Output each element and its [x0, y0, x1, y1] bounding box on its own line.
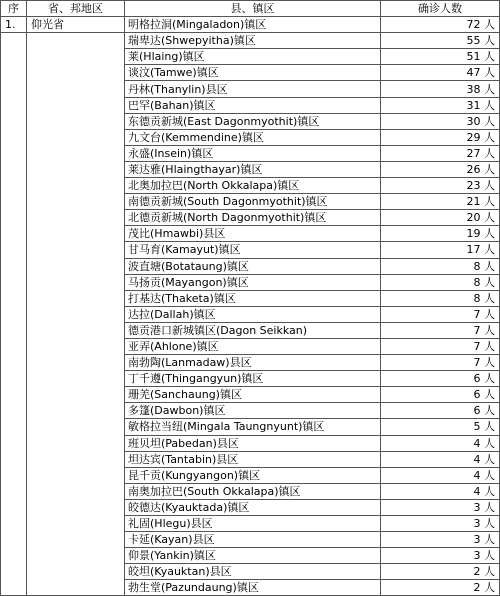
- row-count: 21 人: [381, 194, 500, 210]
- table-row: [1, 49, 500, 65]
- header-row: [1, 1, 500, 17]
- row-district: 南奥加拉巴(South Okkalapa)镇区: [125, 483, 381, 499]
- row-district: 班贝坦(Pabedan)县区: [125, 435, 381, 451]
- row-province: [27, 242, 125, 258]
- table-row: [1, 290, 500, 306]
- header-index: 序: [1, 1, 27, 17]
- row-province: [27, 49, 125, 65]
- table-row: [1, 97, 500, 113]
- table-row: [1, 242, 500, 258]
- row-index: [1, 387, 27, 403]
- table-row: [1, 483, 500, 499]
- row-index: [1, 81, 27, 97]
- table-row: [1, 499, 500, 515]
- row-count: 23 人: [381, 178, 500, 194]
- row-index: [1, 403, 27, 419]
- row-province: [27, 210, 125, 226]
- table-row: [1, 17, 500, 33]
- row-count: 30 人: [381, 113, 500, 129]
- row-district: 甘马育(Kamayut)镇区: [125, 242, 381, 258]
- row-index: [1, 242, 27, 258]
- row-index: [1, 226, 27, 242]
- row-district: 瑞卑达(Shwepyitha)镇区: [125, 33, 381, 49]
- row-count: 20 人: [381, 210, 500, 226]
- table-row: [1, 371, 500, 387]
- row-index: [1, 290, 27, 306]
- table-row: [1, 516, 500, 532]
- row-province: [27, 403, 125, 419]
- row-index: [1, 113, 27, 129]
- header-district: 县、镇区: [125, 1, 381, 17]
- row-district: 坦达宾(Tantabin)县区: [125, 451, 381, 467]
- row-province: [27, 97, 125, 113]
- row-province: [27, 274, 125, 290]
- row-count: 17 人: [381, 242, 500, 258]
- table-row: [1, 226, 500, 242]
- row-district: 卡延(Kayan)县区: [125, 532, 381, 548]
- row-index: [1, 355, 27, 371]
- row-index: [1, 258, 27, 274]
- row-index: [1, 210, 27, 226]
- row-count: 26 人: [381, 161, 500, 177]
- row-count: 5 人: [381, 419, 500, 435]
- header-count: 确诊人数: [381, 1, 500, 17]
- row-count: 3 人: [381, 516, 500, 532]
- table-row: [1, 306, 500, 322]
- row-province: [27, 580, 125, 596]
- row-index: [1, 419, 27, 435]
- row-index: [1, 467, 27, 483]
- table-row: [1, 178, 500, 194]
- row-index: [1, 161, 27, 177]
- row-count: 8 人: [381, 274, 500, 290]
- row-count: 4 人: [381, 483, 500, 499]
- table-row: [1, 113, 500, 129]
- table-row: [1, 129, 500, 145]
- table-row: [1, 548, 500, 564]
- table-row: [1, 419, 500, 435]
- row-district: 茂比(Hmawbi)县区: [125, 226, 381, 242]
- table-row: [1, 210, 500, 226]
- table-row: [1, 258, 500, 274]
- row-district: 九文台(Kemmendine)镇区: [125, 129, 381, 145]
- row-index: [1, 580, 27, 596]
- row-province: [27, 516, 125, 532]
- row-district: 仰景(Yankin)镇区: [125, 548, 381, 564]
- row-province: [27, 226, 125, 242]
- row-district: 敏格拉当纽(Mingala Taungnyunt)镇区: [125, 419, 381, 435]
- row-district: 打基达(Thaketa)镇区: [125, 290, 381, 306]
- row-count: 8 人: [381, 290, 500, 306]
- row-count: 7 人: [381, 355, 500, 371]
- row-district: 莱达雅(Hlaingthayar)镇区: [125, 161, 381, 177]
- row-index: [1, 483, 27, 499]
- row-province: [27, 194, 125, 210]
- row-province: [27, 290, 125, 306]
- row-count: 3 人: [381, 499, 500, 515]
- row-province: [27, 322, 125, 338]
- row-index: [1, 129, 27, 145]
- table-row: [1, 145, 500, 161]
- row-index: [1, 532, 27, 548]
- row-province: [27, 113, 125, 129]
- row-district: 达拉(Dallah)镇区: [125, 306, 381, 322]
- row-count: 38 人: [381, 81, 500, 97]
- row-count: 4 人: [381, 435, 500, 451]
- table-row: [1, 580, 500, 596]
- row-district: 礼固(Hlegu)县区: [125, 516, 381, 532]
- table-row: [1, 467, 500, 483]
- row-province: [27, 483, 125, 499]
- row-province: 仰光省: [27, 17, 125, 33]
- row-province: [27, 371, 125, 387]
- row-count: 7 人: [381, 306, 500, 322]
- row-count: 27 人: [381, 145, 500, 161]
- row-count: 55 人: [381, 33, 500, 49]
- row-province: [27, 435, 125, 451]
- row-province: [27, 387, 125, 403]
- row-district: 珊羌(Sanchaung)镇区: [125, 387, 381, 403]
- row-district: 勃生堂(Pazundaung)镇区: [125, 580, 381, 596]
- row-province: [27, 178, 125, 194]
- table-row: [1, 435, 500, 451]
- row-province: [27, 419, 125, 435]
- table-row: [1, 194, 500, 210]
- row-district: 皎坦(Kyauktan)县区: [125, 564, 381, 580]
- row-district: 明格拉洞(Mingaladon)镇区: [125, 17, 381, 33]
- table-row: [1, 274, 500, 290]
- row-count: 6 人: [381, 403, 500, 419]
- row-index: [1, 516, 27, 532]
- row-count: 7 人: [381, 338, 500, 354]
- table-row: [1, 403, 500, 419]
- row-province: [27, 355, 125, 371]
- row-province: [27, 33, 125, 49]
- row-count: 7 人: [381, 322, 500, 338]
- row-province: [27, 467, 125, 483]
- row-count: 29 人: [381, 129, 500, 145]
- row-index: [1, 97, 27, 113]
- row-count: 2 人: [381, 580, 500, 596]
- row-index: [1, 435, 27, 451]
- row-count: 3 人: [381, 532, 500, 548]
- row-district: 东德贡新城(East Dagonmyothit)镇区: [125, 113, 381, 129]
- row-district: 皎德达(Kyauktada)镇区: [125, 499, 381, 515]
- table-row: [1, 532, 500, 548]
- row-district: 永盛(Insein)镇区: [125, 145, 381, 161]
- row-index: 1.: [1, 17, 27, 33]
- row-count: 2 人: [381, 564, 500, 580]
- row-index: [1, 194, 27, 210]
- row-count: 47 人: [381, 65, 500, 81]
- row-count: 4 人: [381, 467, 500, 483]
- row-province: [27, 129, 125, 145]
- row-district: 昆千贡(Kungyangon)镇区: [125, 467, 381, 483]
- row-index: [1, 306, 27, 322]
- row-count: 4 人: [381, 451, 500, 467]
- row-province: [27, 258, 125, 274]
- row-province: [27, 451, 125, 467]
- row-district: 北奥加拉巴(North Okkalapa)镇区: [125, 178, 381, 194]
- row-district: 谈汶(Tamwe)镇区: [125, 65, 381, 81]
- row-district: 莱(Hlaing)镇区: [125, 49, 381, 65]
- row-index: [1, 548, 27, 564]
- row-province: [27, 145, 125, 161]
- row-index: [1, 65, 27, 81]
- table-row: [1, 451, 500, 467]
- table-row: [1, 81, 500, 97]
- row-district: 南德贡新城(South Dagonmyothit)镇区: [125, 194, 381, 210]
- row-index: [1, 178, 27, 194]
- row-count: 6 人: [381, 371, 500, 387]
- row-index: [1, 451, 27, 467]
- table-row: [1, 33, 500, 49]
- row-province: [27, 81, 125, 97]
- row-index: [1, 371, 27, 387]
- row-count: 51 人: [381, 49, 500, 65]
- row-count: 6 人: [381, 387, 500, 403]
- row-count: 8 人: [381, 258, 500, 274]
- row-count: 19 人: [381, 226, 500, 242]
- row-district: 巴罕(Bahan)镇区: [125, 97, 381, 113]
- table-row: [1, 65, 500, 81]
- row-province: [27, 499, 125, 515]
- row-index: [1, 49, 27, 65]
- row-district: 亚弄(Ahlone)镇区: [125, 338, 381, 354]
- row-index: [1, 145, 27, 161]
- row-index: [1, 274, 27, 290]
- row-province: [27, 338, 125, 354]
- row-province: [27, 161, 125, 177]
- row-province: [27, 65, 125, 81]
- row-district: 马扬贡(Mayangon)镇区: [125, 274, 381, 290]
- row-district: 德贡港口新城镇区(Dagon Seikkan): [125, 322, 381, 338]
- row-province: [27, 548, 125, 564]
- row-index: [1, 33, 27, 49]
- row-province: [27, 306, 125, 322]
- row-count: 72 人: [381, 17, 500, 33]
- row-index: [1, 564, 27, 580]
- row-index: [1, 338, 27, 354]
- table-row: [1, 387, 500, 403]
- row-index: [1, 499, 27, 515]
- header-province: 省、邦地区: [27, 1, 125, 17]
- row-district: 丹林(Thanylin)县区: [125, 81, 381, 97]
- row-province: [27, 532, 125, 548]
- row-district: 丁千遵(Thingangyun)镇区: [125, 371, 381, 387]
- row-count: 31 人: [381, 97, 500, 113]
- row-district: 南勃陶(Lanmadaw)县区: [125, 355, 381, 371]
- row-province: [27, 564, 125, 580]
- row-district: 波直塘(Botataung)镇区: [125, 258, 381, 274]
- row-district: 北德贡新城(North Dagonmyothit)镇区: [125, 210, 381, 226]
- table-row: [1, 564, 500, 580]
- row-district: 多篷(Dawbon)镇区: [125, 403, 381, 419]
- table-row: [1, 322, 500, 338]
- row-index: [1, 322, 27, 338]
- table-row: [1, 338, 500, 354]
- table-row: [1, 161, 500, 177]
- row-count: 3 人: [381, 548, 500, 564]
- table-row: [1, 355, 500, 371]
